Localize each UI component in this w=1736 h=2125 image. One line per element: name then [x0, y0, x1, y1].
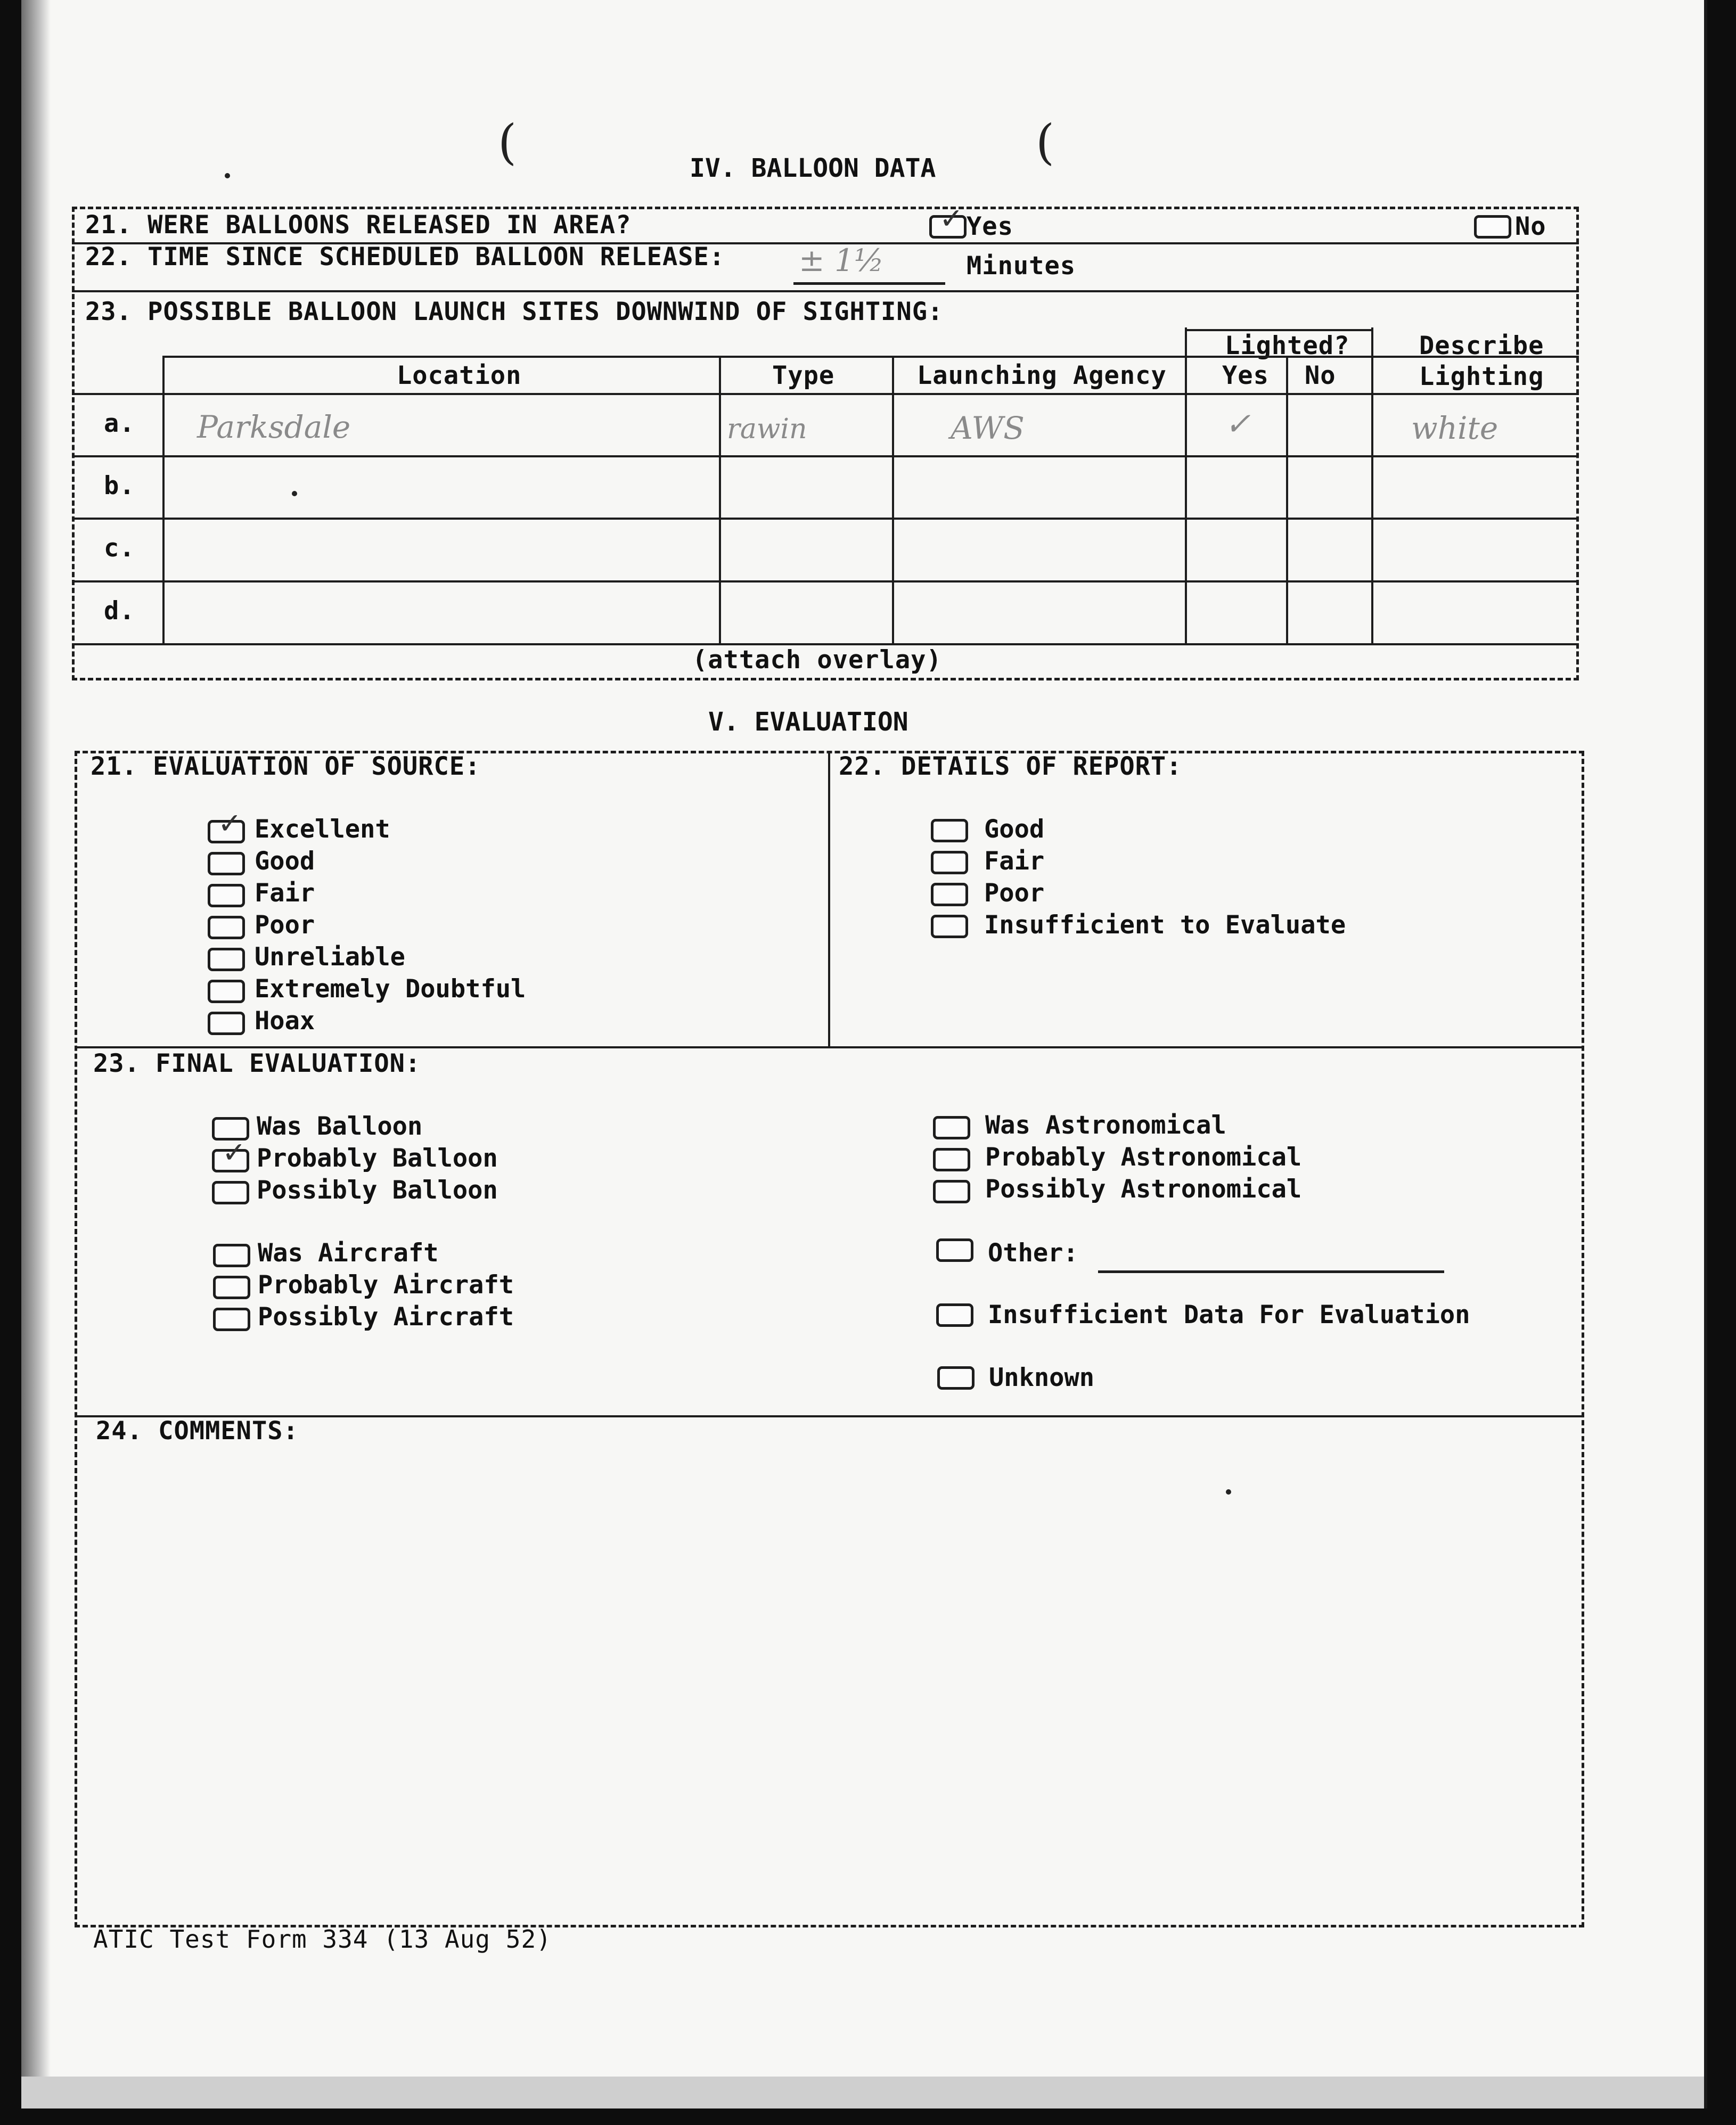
- source-excellent-label: Excellent: [255, 815, 390, 844]
- header-describe: Describe: [1419, 331, 1544, 360]
- source-unreliable-label: Unreliable: [255, 942, 405, 972]
- source-good-checkbox[interactable]: [208, 852, 245, 875]
- details-insufficient-label: Insufficient to Evaluate: [984, 910, 1346, 940]
- col-line: [1185, 327, 1187, 644]
- row-line: [72, 580, 1579, 582]
- final-possibly-aircraft-label: Possibly Aircraft: [258, 1302, 514, 1332]
- final-was-astronomical-checkbox[interactable]: [933, 1116, 970, 1139]
- row-letter: c.: [104, 534, 135, 563]
- final-possibly-astronomical-label: Possibly Astronomical: [985, 1175, 1302, 1204]
- header-agency: Launching Agency: [917, 361, 1167, 390]
- table-top-line: [162, 356, 1579, 358]
- details-fair-checkbox[interactable]: [931, 851, 968, 874]
- row-a-agency[interactable]: AWS: [951, 410, 1025, 446]
- q23-label: 23. POSSIBLE BALLOON LAUNCH SITES DOWNWIND OF SIGHTING:: [85, 297, 944, 326]
- col-line: [828, 751, 830, 1046]
- final-insufficient-label: Insufficient Data For Evaluation: [988, 1300, 1470, 1330]
- final-probably-aircraft-checkbox[interactable]: [213, 1276, 250, 1299]
- final-was-aircraft-label: Was Aircraft: [258, 1238, 439, 1268]
- final-possibly-astronomical-checkbox[interactable]: [933, 1180, 970, 1203]
- source-hoax-checkbox[interactable]: [208, 1012, 245, 1035]
- final-other-checkbox[interactable]: [936, 1238, 973, 1262]
- row-line: [72, 393, 1579, 395]
- details-report-label: 22. DETAILS OF REPORT:: [839, 752, 1182, 781]
- final-other-label: Other:: [988, 1238, 1078, 1268]
- q21-no-checkbox[interactable]: [1474, 215, 1511, 239]
- col-line: [162, 356, 165, 643]
- form-footer: ATIC Test Form 334 (13 Aug 52): [93, 1925, 552, 1954]
- row-letter: a.: [104, 409, 135, 438]
- final-insufficient-checkbox[interactable]: [936, 1303, 973, 1327]
- final-was-astronomical-label: Was Astronomical: [985, 1111, 1226, 1140]
- divider: [75, 1415, 1584, 1417]
- header-lighting: Lighting: [1419, 362, 1544, 391]
- row-a-location[interactable]: Parksdale: [197, 409, 351, 445]
- q22-unit: Minutes: [967, 251, 1076, 281]
- header-type: Type: [772, 361, 835, 390]
- details-good-label: Good: [984, 815, 1045, 844]
- row-letter: d.: [104, 596, 135, 626]
- stray-paren-mark: (: [498, 114, 517, 170]
- final-possibly-balloon-label: Possibly Balloon: [257, 1176, 498, 1205]
- source-extremely-doubtful-label: Extremely Doubtful: [255, 974, 526, 1004]
- header-no: No: [1305, 361, 1336, 390]
- source-unreliable-checkbox[interactable]: [208, 948, 245, 971]
- final-was-aircraft-checkbox[interactable]: [213, 1244, 250, 1267]
- details-poor-checkbox[interactable]: [931, 883, 968, 906]
- source-fair-checkbox[interactable]: [208, 884, 245, 907]
- details-fair-label: Fair: [984, 847, 1045, 876]
- row-a-lighting[interactable]: white: [1411, 410, 1498, 446]
- header-yes: Yes: [1222, 361, 1269, 390]
- details-insufficient-checkbox[interactable]: [931, 915, 968, 938]
- row-line: [72, 518, 1579, 520]
- divider: [72, 290, 1579, 292]
- final-was-balloon-label: Was Balloon: [257, 1112, 423, 1141]
- film-footer-strip: [21, 2077, 1704, 2108]
- q21-yes-checkbox[interactable]: [929, 215, 967, 239]
- comments-area[interactable]: [80, 1448, 1576, 1922]
- q21-label: 21. WERE BALLOONS RELEASED IN AREA?: [85, 210, 632, 240]
- col-line: [892, 356, 894, 643]
- overlay-note: (attach overlay): [692, 645, 942, 675]
- row-a-lighted-yes[interactable]: ✓: [1225, 406, 1251, 442]
- source-hoax-label: Hoax: [255, 1006, 315, 1036]
- row-letter: b.: [104, 471, 135, 501]
- source-poor-label: Poor: [255, 910, 315, 940]
- final-probably-astronomical-checkbox[interactable]: [933, 1148, 970, 1171]
- final-unknown-label: Unknown: [989, 1363, 1095, 1392]
- final-probably-balloon-checkbox[interactable]: [212, 1149, 249, 1172]
- page-edge-shadow: [21, 0, 51, 2108]
- final-other-input[interactable]: [1098, 1270, 1444, 1273]
- final-possibly-aircraft-checkbox[interactable]: [213, 1308, 250, 1331]
- col-line: [719, 356, 721, 643]
- col-line: [1286, 356, 1288, 643]
- final-probably-aircraft-label: Probably Aircraft: [258, 1270, 514, 1300]
- section-title-balloon-data: IV. BALLOON DATA: [690, 153, 936, 183]
- divider: [75, 1046, 1584, 1048]
- q21-yes-label: Yes: [967, 212, 1013, 241]
- q22-underline: [793, 282, 945, 285]
- q22-value[interactable]: ± 1½: [799, 242, 885, 278]
- source-excellent-checkbox[interactable]: [208, 820, 245, 843]
- final-possibly-balloon-checkbox[interactable]: [212, 1181, 249, 1204]
- stray-paren-mark: (: [1036, 114, 1055, 170]
- col-line: [1371, 327, 1373, 644]
- q21-no-label: No: [1515, 212, 1546, 241]
- final-unknown-checkbox[interactable]: [937, 1366, 975, 1390]
- source-fair-label: Fair: [255, 879, 315, 908]
- source-extremely-doubtful-checkbox[interactable]: [208, 980, 245, 1003]
- details-good-checkbox[interactable]: [931, 819, 968, 842]
- header-location: Location: [397, 361, 522, 390]
- row-line: [72, 455, 1579, 457]
- speck: [225, 173, 230, 178]
- final-probably-balloon-label: Probably Balloon: [257, 1144, 498, 1173]
- eval-source-label: 21. EVALUATION OF SOURCE:: [91, 752, 481, 781]
- section-title-evaluation: V. EVALUATION: [708, 707, 908, 737]
- final-probably-astronomical-label: Probably Astronomical: [985, 1143, 1302, 1172]
- details-poor-label: Poor: [984, 879, 1045, 908]
- header-lighted: Lighted?: [1225, 331, 1350, 360]
- row-a-type[interactable]: rawin: [727, 413, 807, 445]
- source-good-label: Good: [255, 847, 315, 876]
- final-eval-label: 23. FINAL EVALUATION:: [93, 1049, 421, 1078]
- source-poor-checkbox[interactable]: [208, 916, 245, 939]
- comments-label: 24. COMMENTS:: [96, 1416, 299, 1446]
- q22-label: 22. TIME SINCE SCHEDULED BALLOON RELEASE:: [85, 242, 725, 272]
